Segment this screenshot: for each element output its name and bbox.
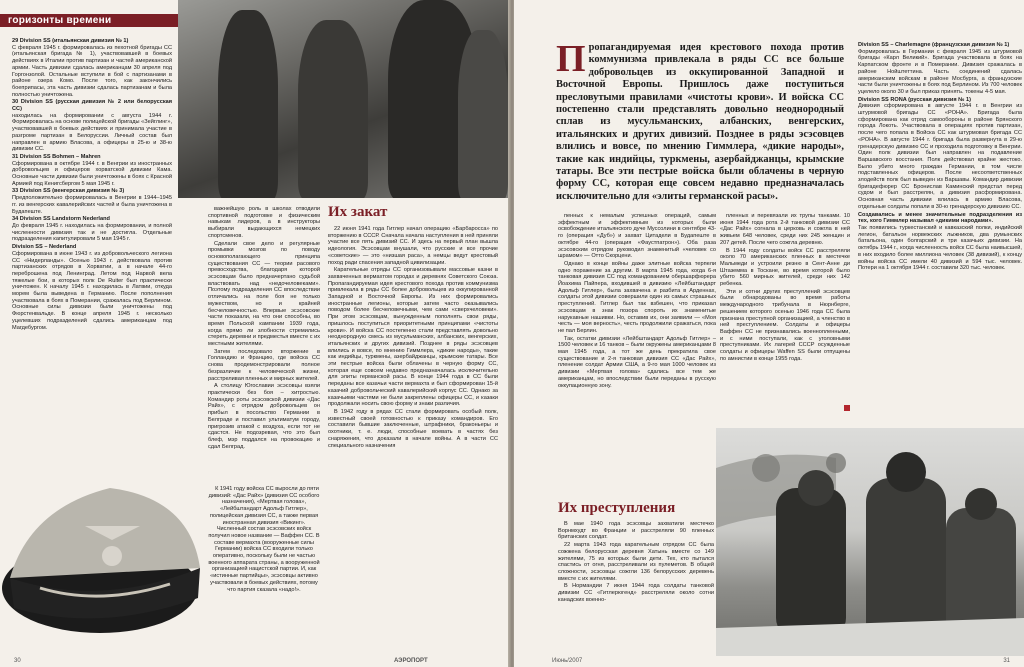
division-text: находилась на формировании с августа 1944 г. Формировалась на основе полицейской бригады «Зейглинг», участвовавшей в боевых действиях и принимала участие в разгроме партизан в Белоруссии. Личный состав был направлен в армию Власова, а офицеры в 25-ю и 38-ю дивизии СС. <box>12 112 172 153</box>
footer-left <box>0 656 510 667</box>
paragraph: Карательные отряды СС организовывали массовые казни в захваченных вермахтом городах и деревнях Советского Союза. Пропагандируемая идея крестового похода против коммунизма привлекала в ряды СС более добровольцев из оккупированной Западной и Восточной Европы. Из них формировались иностранные легионы, которые затем часто оказывались поводом более бесчеловечными, чем сами «сверхчеловеки». При этом эсэсовцам, вынужденным пополнять свои ряды, пришлось поступиться приоритетными принципами «чистоты крови». И войска СС постепенно стали представлять довольно неоднородную смесь из мусульманских, албанских, венгерских, итальянских и других дивизий. Позднее в ряды эсэсовцев влились и вовсе, по мнению Гиммлера, «дикие народы», такие как индийцы, туркмены, азербайджанцы, крымские татары. Все эти пестрые войска были облачены в черную форму СС, которая еще совсем недавно предназначалась исключительно для элиты германской расы. В конце 1944 года в СС были переданы все казачьи части вермахта и был сформирован 15-й казачий добровольческий кавалерийский корпус СС. Однако за казачьими частями не были закреплены офицеры СС, и казаки продолжали носить свою форму и знаки различия. <box>328 267 498 408</box>
article-col-left-1 <box>208 206 320 482</box>
division-heading: 29 Division SS (итальянская дивизия № 1) <box>12 38 129 44</box>
sidebar-divisions-right <box>858 42 1022 424</box>
division-heading: 34 Division SS Landstorm Nederland <box>12 216 110 223</box>
issue-date: Июнь/2007 <box>552 658 583 664</box>
paragraph: К 1941 году войска СС выросли до пяти дивизий: «Дас Райх» (дивизия СС особого назначения), «Мертвая голова», «Лейбштандарт Адольф Гитлер», полицейская дивизия СС, а также первая иностранная дивизия «Викинг». Численный состав эсэсовских войск получил новое название — Ваффен СС. В составе вермахта (вооруженные силы Германии) войска СС входили только оперативно, поскольку были не частью военного аппарата страны, а вооруженной организацией нацистской партии. И, как «истинные партийцы», эсэсовцы активно участвовали в боевых действиях, потому что партия сказала «надо!». <box>208 486 320 593</box>
article-col-left-2 <box>328 226 498 654</box>
soldiers-photo-icon <box>716 428 1024 656</box>
division-text: Так появились туркестанский и кавказский полки, индийский легион, батальон норвежских лыжников, два румынских батальона, один болгарский и три казачьих дивизии. На октябрь 1944 г., когда численность войск СС была наивысшей, в них входило более миллиона человек (38 дивизий), к концу войны войска СС имели 40 дивизий и 594 тыс. человек. Потери на 1 октября 1944 г. составили 320 тыс. человек. <box>858 224 1022 272</box>
section-title-decline: Их закат <box>328 204 388 220</box>
paragraph: пленных и перевязали их трупы танками. 10 июня 1944 года рота 2-й танковой дивизии СС «Дас Райх» согнала в церковь и сожгла в ней живьем 648 человек, среди них 245 женщин и 207 детей. После чего сожгла деревню. <box>720 213 850 246</box>
page-number-right: 31 <box>1003 658 1010 664</box>
division-entry <box>12 188 172 215</box>
war-photo-bottom-right <box>716 428 1024 656</box>
article-col-right-2 <box>720 213 850 417</box>
division-text: Предположительно формировалась в Венгрии в 1944–1945 гг. из венгерских кавалерийских частей и была уничтожена в Будапеште. <box>12 195 172 215</box>
paragraph: В мае 1940 года эсэсовцы захватили местечко Ворнмхудт во Франции и расстреляли 90 пленных британских солдат. <box>558 521 714 541</box>
division-heading: Division SS – Charlemagne (французская дивизия № 1) <box>858 42 1010 48</box>
division-entry <box>12 99 172 153</box>
division-heading: Division SS – Nederland <box>12 244 77 251</box>
division-text: С февраля 1945 г. формировалась из пехотной бригады СС (итальянская бригада № 1), участвовавшей в боевых действиях в Италии против партизан и частей американской армии. Часть дивизии сдалась американцам 30 апреля под Горгонзолой. Остальные вступили в бой с партизанами в районе озера Комо. После того, как закончились боеприпасы, эта часть дивизии сдалась партизанам и была полностью уничтожена. <box>12 44 172 98</box>
section-title-crimes: Их преступления <box>558 500 676 516</box>
division-text: Формировалась в Германии с февраля 1945 из штурмовой бригады «Карл Великий». Бригада участвовала в боях на Карпатском фронте и в Померании. Дивизия сражалась в районе Нойштеттина. Часть соединений сдалась американским войскам в районе Мосбурга, а французские части были уничтожены в боях под Берлином. Из 700 человек уцелело около 30 и был приказ принять. токены 4-5 мая. <box>858 48 1022 95</box>
division-entry <box>858 42 1022 96</box>
paragraph: Однако в конце войны даже элитные войска терпели одно поражение за другим. 8 марта 1945 года, когда 6-я танковая дивизия СС под командованием обершарфюрера Йоахима Пайпера, входившей в дивизию «Лейбштандарт Адольф Гитлер», была захвачена и разбита в Арденнах, солдаты этой дивизии совершили один из самых страшных преступлений. Гитлер был так взбешен, что приказал эсэсовцам в знак позора спороть их знаменитые нарукавные нашивки. Но, оставив их, они заявили — «Моя честь — моя верность», честь продолжили сражаться, пока не пал Берлин. <box>558 260 716 334</box>
paragraph: В Нормандии 7 июня 1944 года солдаты танковой дивизии СС «Гитлерюгенд» расстреляли около сотни канадских военно- <box>558 583 714 603</box>
division-entry <box>858 97 1022 211</box>
left-page <box>0 0 510 667</box>
division-heading: 30 Division SS (русская дивизия № 2 или белорусская СС) <box>12 99 172 113</box>
drop-cap: П <box>556 38 586 80</box>
division-entry <box>12 216 172 243</box>
article-col-left-1b <box>208 486 320 650</box>
paragraph: 22 июня 1941 года Гитлер начал операцию «Барбаросса» по вторжению в СССР. Сначала начала наступления в ней приняли участие все пять дивизий СС. И здесь на первый план вышла идеология. Эсэсовцам внушали, что русские и все прочие «советские» — это «низшая раса», а немцы ведут крестовый поход ради спасения западной цивилизации. <box>328 226 498 266</box>
crimes-text <box>558 521 714 653</box>
division-text: До февраля 1945 г. находилась на формировании, и полной численности дивизия так и не достигла. Отдельные подразделения капитулировали 5 мая 1945 г. <box>12 222 172 243</box>
end-mark <box>844 405 850 411</box>
division-text: Дивизия сформирована в августе 1944 г. в Венгрии из штурмовой бригады СС «РОНА». Бригада была сформирована как отряд самообороны в районе Брянского города Локоть. Участвовала в операциях против партизан, после чего попала в Войска СС как штурмовая бригада СС «РОНА». В августе 1944 г. бригада была развернута в 29-ю гренадерскую дивизию СС и проходила подготовку в Венгрии. Один полк дивизии был направлен на подавление Варшавского восстания. Полк действовал крайне жестоко. Было убито много граждан Германии, в том числе подставленных офицеров. После несоответственных злодейств полк был выведен из Варшавы. Командир дивизии бригадефюрер СС Бронислав Каминский предстал перед судом и был расстрелян, а дивизия расформирована. Основная часть дивизии влилась в армию Власова, отдельные солдаты попали в 30-ю гренадерскую дивизию СС. <box>858 103 1022 210</box>
division-heading: Division SS RONA (русская дивизия № 1) <box>858 96 971 103</box>
pull-quote: Пропагандируемая идея крестового похода против коммунизма привлекала в ряды СС все больше добровольцев из оккупированной Западной и Восточной Европы. Пришлось даже поступиться пресловутыми правилами «чистоты крови». И войска СС постепенно стали представлять довольно неоднородный сплав из мусульманских, албанских, венгерских, итальянских и других дивизий. Позднее в ряды эсэсовцев влились и вовсе, по мнению Гиммлера, «дикие народы», такие как индийцы, туркмены, азербайджанцы, крымские татары. Все эти пестрые войска были облачены в черную форму СС, которая еще совсем недавно предназначалась исключительно для «элиты германской расы». <box>556 38 844 202</box>
paragraph: В 1942 году в рядах СС стали формировать особый полк, известный своей готовностью к приказу командиров. Его составили бывшие заключенные, штрафники, браконьеры и охотники, т. е. люди, способные воевать в частях без снаряжения, что доказали в начале войны. А в части СС специального назначения <box>328 408 498 449</box>
division-entry <box>858 212 1022 272</box>
division-heading: Создавались и менее значительные подразделения из тех, кого Гиммлер называл «дикими народами». <box>858 211 1022 225</box>
division-entry <box>12 154 172 188</box>
article-col-right-1 <box>558 213 716 455</box>
paragraph: Затем последовало вторжение в Голландию и Францию, где войска СС снова продемонстрировали полное безразличие к человеческой жизни, расстреливая пленных и мирных жителей. <box>208 348 320 382</box>
ss-cap-icon <box>0 448 205 656</box>
magazine-name: АЭРОПОРТ <box>394 658 428 664</box>
paragraph: пенных к немалым успешных операций, самым эффектным и эффективным из которых были освобождение итальянского дуче Муссолини в сентябре 43-го (операция «Дуб») и захват Цитадели в Будапеште в октябре 44-го (операция «Фаустпатрон»). Оба раза эсэсовским отрядом руководил знаменитый «человек со шрамом» — Отто Скорцени. <box>558 213 716 260</box>
ss-cap-photo <box>0 448 205 656</box>
paragraph: важнейшую роль в школах отводили спортивной подготовке и физическим навыкам лидеров, а в инструкторы выбирали выдающихся немецких спортсменов. <box>208 206 320 239</box>
division-heading: 33 Division SS (венгерская дивизия № 3) <box>12 188 125 195</box>
paragraph: 22 марта 1943 года карательным отрядом СС была сожжена белорусская деревня Хатынь вместе со 149 жителями, 75 из которых были дети. Тех, кто пытался спастись от огня, расстреливали из пулеметов. В общей сложности, эсэсовцы сожгли 136 белорусских деревень вместе с их жителями. <box>558 542 714 582</box>
section-banner-title: горизонты времени <box>8 15 112 26</box>
division-heading: 31 Division SS Bohmen – Mahren <box>12 153 101 160</box>
division-entry <box>12 38 172 98</box>
paragraph: Сделали свое дело и регулярные промывки мозгов по поводу основополагающего принципа существования СС — теории расового превосходства, благодаря которой эсэсовцам было предначертано судьбой властвовать над «недочеловеками». Поэтому подразделения СС впоследствии отличались на поле боя не только мужеством, но и крайней бесчеловечностью. Впервые эсэсовские части показали, на что они способны, во время Польской кампании 1939 года, когда прямо ли злобности стремились стереть деревни и предместья вместе с их местными жителями. <box>208 240 320 348</box>
division-text: Сформирована в июне 1943 г. из добровольческого легиона СС «Нидерланды». Осенью 1943 г. действовала против партизанских отрядов в Хорватии, а в начале 44-го переброшена под Ленинград. Летом под Нарвой вела тяжелые бои, в которых полк De Ruiter был практически уничтожен. К началу 1945 г. находилась в Латвии, откуда морем была выведена в Германию. После пополнения участвовала в боях в Померании, сражалась под Берлином. Основные силы дивизии были уничтожены под Фюрстенвальде. В конце апреля 1945 г. несколько уцелевших подразделений сдались американцам под Магдебургом. <box>12 250 172 331</box>
war-photo-top-left <box>178 0 510 198</box>
paragraph: В 1944 году солдаты войск СС расстреляли около 70 американских пленных в местечке Мальмеди и устроили резню в Сент-Анне ди Штаземма в Тоскане, во время которой было убито 560 мирных жителей, среди них 142 ребенка. <box>720 247 850 288</box>
division-text: Сформирована в октябре 1944 г. в Венгрии из иностранных добровольцев и офицеров хорватской дивизии Кама. Основные части дивизии были уничтожены в боях с Красной Армией под Кенигсбергом 5 мая 1945 г. <box>12 160 172 187</box>
division-entry <box>12 244 172 331</box>
paragraph: Эти и сотни других преступлений эсэсовцев были обнародованы во время работы международного трибунала в Нюрнберге, решением которого осенью 1946 года СС была признана преступной организацией, а членство в ней преступлением. Солдаты и офицеры Ваффен СС не признавались военнопленными, и с ними поступали, как с уголовными преступниками. Их лагерей СССР осужденные солдаты и офицеры Waffen SS были отпущены по амнистии в конце 1955 года. <box>720 288 850 362</box>
footer-right <box>514 656 1024 667</box>
page-number-left: 30 <box>14 658 21 664</box>
sidebar-divisions-left <box>12 38 172 442</box>
section-banner <box>0 14 178 27</box>
paragraph: А столицу Югославии эсэсовцы взяли практически без боя – хитростью. Командир роты эсэсовской дивизии «Дас Райх», с отрядом добровольцев он прибыл в посольство Германии в Белграде и поставил ультиматум городу, пригрозив атакой с воздуха, если тот не сдастся. Не подозревая, что это был блеф, мэр поддался на провокацию и сдал Белград. <box>208 383 320 450</box>
paragraph: Так, остатки дивизии «Лейбштандарт Адольф Гитлер» – 1500 человек и 16 танков – были окружены американцами 8 мая 1945 года, а тот же день прекратила свое существование и 2-я танковая дивизия СС «Дас Райх», пленение солдат Армии США, а 9-го мая 1000 человек из дивизии «Мертвая голова» сдались все тем же американцам, но впоследствии были переданы в русскую оккупационную зону. <box>558 335 716 389</box>
